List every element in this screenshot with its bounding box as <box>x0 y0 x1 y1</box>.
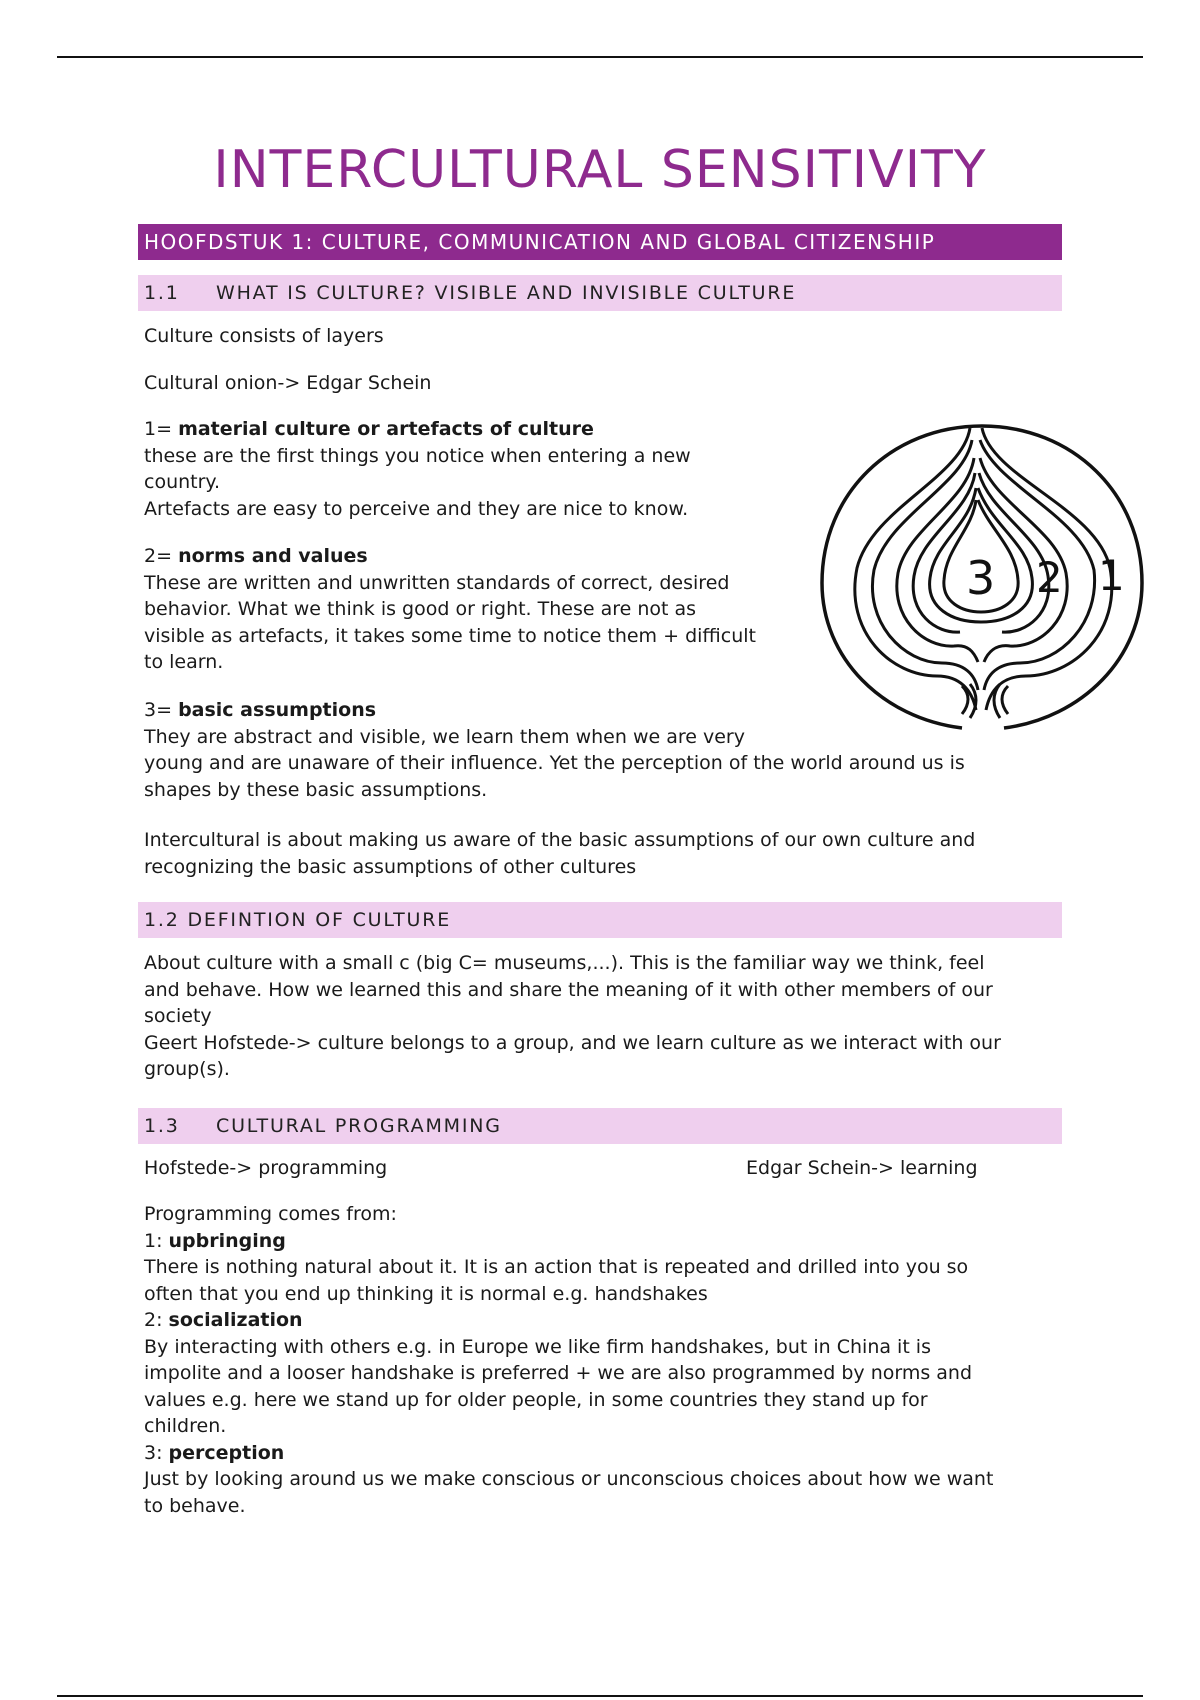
layer-prefix: 2= <box>144 545 179 567</box>
layer-1-block <box>144 416 691 522</box>
text-line: visible as artefacts, it takes some time to notice them + difficult <box>144 624 756 647</box>
layer-2-block <box>144 543 756 676</box>
text-line: Just by looking around us we make conscious or unconscious choices about how we want <box>144 1468 994 1490</box>
text-line: About culture with a small c (big C= museums,...). This is the familiar way we think, feel <box>144 952 985 974</box>
text-line: By interacting with others e.g. in Europe we like firm handshakes, but in China it is <box>144 1335 931 1358</box>
section-heading-1-2: 1.2 DEFINTION OF CULTURE <box>138 902 1062 938</box>
text-line: Intercultural is about making us aware of the basic assumptions of our own culture and <box>144 829 976 851</box>
text-line: shapes by these basic assumptions. <box>144 778 488 801</box>
text-line: young and are unaware of their influence. Yet the perception of the world around us is <box>144 752 965 774</box>
top-rule <box>57 56 1143 58</box>
section-title: CULTURAL PROGRAMMING <box>216 1115 502 1137</box>
section-heading-1-3 <box>138 1108 1062 1144</box>
item-prefix: 2: <box>144 1309 169 1331</box>
onion-label-1: 1 <box>1098 551 1125 600</box>
item-term: socialization <box>168 1309 303 1331</box>
paragraph: Culture consists of layers <box>144 325 384 347</box>
text-line: There is nothing natural about it. It is an action that is repeated and drilled into you so <box>144 1256 969 1278</box>
text-line: Geert Hofstede-> culture belongs to a group, and we learn culture as we interact with our <box>144 1031 1001 1054</box>
text-line: often that you end up thinking it is normal e.g. handshakes <box>144 1282 708 1305</box>
text-line: recognizing the basic assumptions of other cultures <box>144 855 637 878</box>
layer-prefix: 3= <box>144 699 179 721</box>
item-term: upbringing <box>168 1229 286 1252</box>
text-line: children. <box>144 1415 227 1437</box>
text-line: These are written and unwritten standards of correct, desired <box>144 571 730 594</box>
section-number: 1.1 <box>144 282 180 304</box>
text-line: Artefacts are easy to perceive and they are nice to know. <box>144 497 689 520</box>
text-line: to behave. <box>144 1494 246 1517</box>
text-line: They are abstract and visible, we learn them when we are very <box>144 725 745 748</box>
bottom-rule <box>57 1695 1143 1697</box>
section-number: 1.3 <box>144 1115 180 1137</box>
onion-label-2: 2 <box>1036 553 1063 602</box>
layer-prefix: 1= <box>144 418 179 440</box>
text-line: behavior. What we think is good or right. These are not as <box>144 598 697 620</box>
item-term: perception <box>168 1441 285 1464</box>
cultural-onion-diagram <box>812 418 1156 740</box>
definition-paragraph <box>144 950 1001 1083</box>
text-line: values e.g. here we stand up for older people, in some countries they stand up for <box>144 1388 928 1411</box>
text-line: society <box>144 1005 212 1027</box>
text-line: to learn. <box>144 651 224 673</box>
hofstede-label: Hofstede-> programming <box>144 1157 388 1179</box>
layer-term: basic assumptions <box>178 699 377 721</box>
section-heading-1-1 <box>138 275 1062 311</box>
section-title: WHAT IS CULTURE? VISIBLE AND INVISIBLE CULTURE <box>216 282 797 304</box>
paragraph: Cultural onion-> Edgar Schein <box>144 372 432 394</box>
text-line: impolite and a looser handshake is preferred + we are also programmed by norms and <box>144 1362 973 1384</box>
schein-label: Edgar Schein-> learning <box>746 1157 978 1179</box>
document-title: INTERCULTURAL SENSITIVITY <box>213 140 987 200</box>
closing-paragraph <box>144 827 975 880</box>
programming-list <box>144 1201 993 1519</box>
text-line: these are the first things you notice when entering a new <box>144 444 691 467</box>
layer-term: norms and values <box>178 545 368 567</box>
layer-term: material culture or artefacts of culture <box>178 418 594 440</box>
list-intro: Programming comes from: <box>144 1203 397 1225</box>
onion-label-3: 3 <box>966 551 996 605</box>
item-prefix: 3: <box>144 1441 169 1464</box>
text-line: group(s). <box>144 1058 230 1080</box>
text-line: country. <box>144 471 220 493</box>
item-prefix: 1: <box>144 1229 169 1252</box>
chapter-heading: HOOFDSTUK 1: CULTURE, COMMUNICATION AND GLOBAL CITIZENSHIP <box>138 224 1062 260</box>
text-line: and behave. How we learned this and share the meaning of it with other members of our <box>144 978 993 1001</box>
